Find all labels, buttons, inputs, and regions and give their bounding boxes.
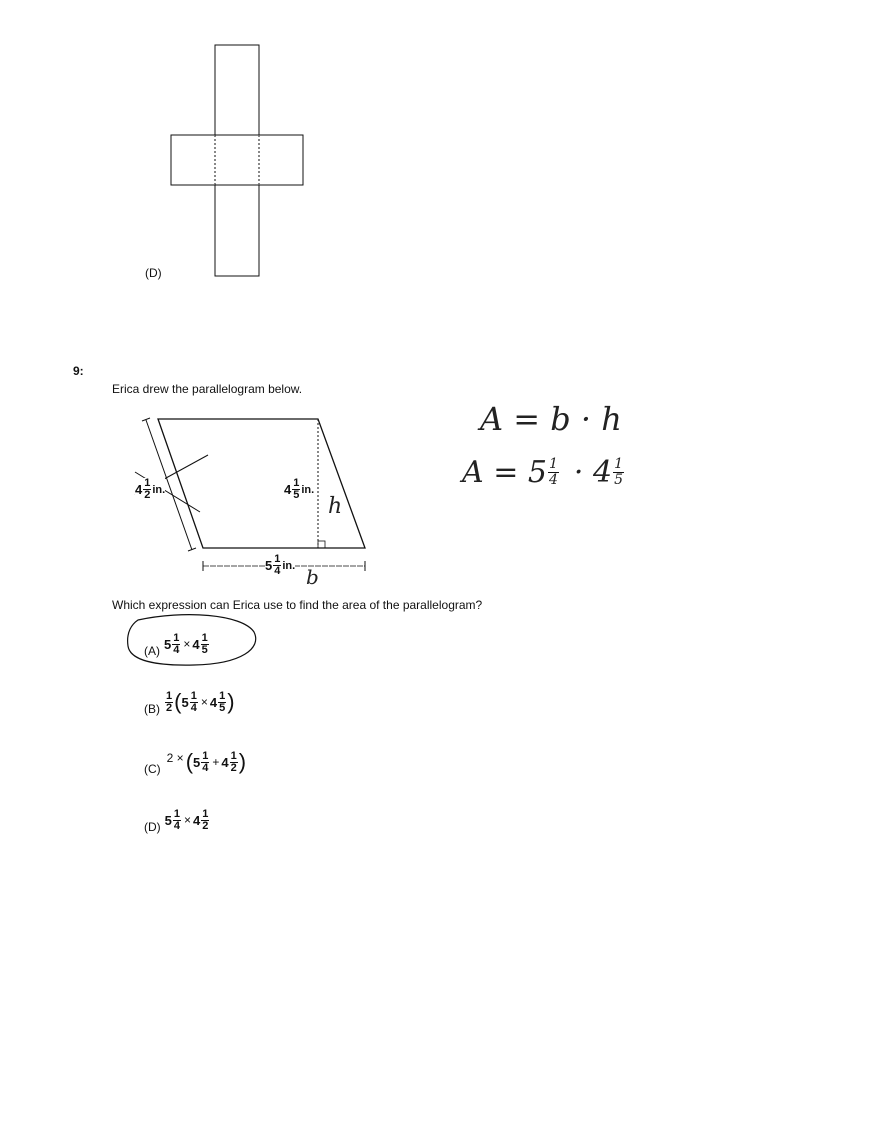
- handwritten-formula-line-2: A = 5 $\frac{1}{4}$ · 4 $\frac{1}{5}$: [462, 455, 623, 490]
- choice-c[interactable]: (C) 2 × ( 5 $\frac{1}{4}$ + 4 $\frac{1}{2}$ ): [144, 749, 247, 776]
- handwritten-formula-line-1: A = b · h: [480, 400, 622, 438]
- question-number: 9:: [73, 364, 84, 378]
- height-label: 4 $\frac{1}{5}$ in.: [284, 477, 315, 501]
- choice-b[interactable]: (B) $\frac{1}{2}$ ( 5 $\frac{1}{4}$ × 4 $\frac{1}{5}$ ): [144, 689, 235, 716]
- question-prompt: Erica drew the parallelogram below.: [112, 382, 303, 396]
- handwritten-h: h: [328, 494, 343, 519]
- choice-a[interactable]: (A) 5 $\frac{1}{4}$ × 4 $\frac{1}{5}$: [144, 631, 208, 658]
- parallelogram-shape: [158, 419, 365, 548]
- right-angle-mark: [318, 541, 325, 548]
- cube-net-figure: [160, 40, 320, 285]
- side-label: 4 $\frac{1}{2}$ in.: [135, 477, 166, 501]
- parallelogram-figure: [130, 410, 380, 590]
- question-ask: Which expression can Erica use to find the area of the parallelogram?: [112, 598, 483, 612]
- choice-d[interactable]: (D) 5 $\frac{1}{4}$ × 4 $\frac{1}{2}$: [144, 807, 209, 834]
- net-choice-label: (D): [145, 266, 162, 280]
- handwritten-b: b: [306, 565, 319, 589]
- base-label: 5 $\frac{1}{4}$ in.: [265, 553, 296, 577]
